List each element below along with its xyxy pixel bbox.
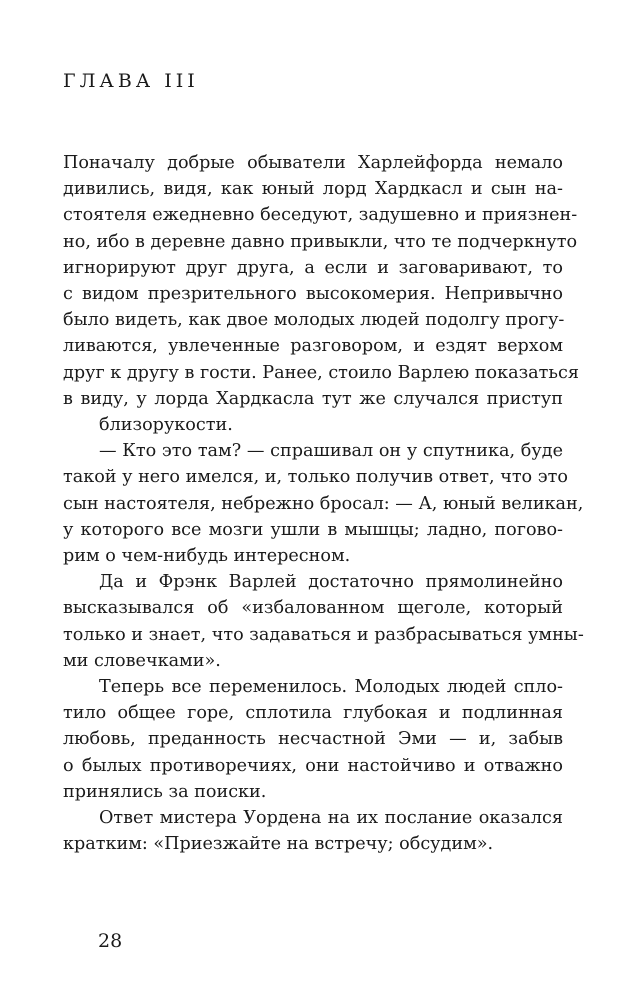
text-line: близорукости. bbox=[99, 415, 233, 436]
text-line: но, ибо в деревне давно привыкли, что те подчеркнуто bbox=[63, 231, 578, 252]
text-line: ливаются, увлеченные разговором, и ездят верхом bbox=[63, 336, 563, 357]
text-line: игнорируют друг друга, а если и заговаривают, то bbox=[63, 257, 563, 278]
text-line: такой у него имелся, и, только получив ответ, что это bbox=[63, 467, 568, 488]
text-line: тило общее горе, сплотила глубокая и подлинная bbox=[63, 703, 563, 724]
text-line: у которого все мозги ушли в мышцы; ладно, погово- bbox=[63, 519, 563, 540]
text-line: — Кто это там? — спрашивал он у спутника, буде bbox=[99, 441, 563, 462]
body-text bbox=[63, 150, 584, 857]
text-line: друг к другу в гости. Ранее, стоило Варлею показаться bbox=[63, 362, 579, 383]
text-line: Теперь все переменилось. Молодых людей спло- bbox=[99, 677, 563, 698]
text-line: с видом презрительного высокомерия. Непривычно bbox=[63, 284, 563, 305]
text-line: дивились, видя, как юный лорд Хардкасл и сын на- bbox=[63, 179, 563, 200]
text-line: о былых противоречиях, они настойчиво и отважно bbox=[63, 755, 563, 776]
text-line: принялись за поиски. bbox=[63, 781, 267, 802]
page-number: 28 bbox=[98, 930, 123, 952]
chapter-title: ГЛАВА III bbox=[63, 70, 199, 92]
text-line: рим о чем-нибудь интересном. bbox=[63, 546, 351, 567]
text-line: высказывался об «избалованном щеголе, который bbox=[63, 598, 563, 619]
text-line: Поначалу добрые обыватели Харлейфорда немало bbox=[63, 153, 563, 173]
text-line: Ответ мистера Уордена на их послание оказался bbox=[99, 808, 563, 829]
text-line: стоятеля ежедневно беседуют, задушевно и приязнен- bbox=[63, 205, 578, 226]
text-line: только и знает, что задаваться и разбрасываться умны- bbox=[63, 624, 584, 645]
text-line: было видеть, как двое молодых людей подолгу прогу- bbox=[63, 310, 565, 331]
text-line: кратким: «Приезжайте на встречу; обсудим». bbox=[63, 834, 494, 855]
text-line: Да и Фрэнк Варлей достаточно прямолинейно bbox=[99, 572, 563, 593]
text-line: сын настоятеля, небрежно бросал: — А, юный великан, bbox=[63, 493, 584, 514]
text-line: любовь, преданность несчастной Эми — и, забыв bbox=[63, 729, 563, 750]
text-line: в виду, у лорда Хардкасла тут же случался приступ bbox=[63, 388, 563, 409]
text-line: ми словечками». bbox=[63, 650, 221, 671]
